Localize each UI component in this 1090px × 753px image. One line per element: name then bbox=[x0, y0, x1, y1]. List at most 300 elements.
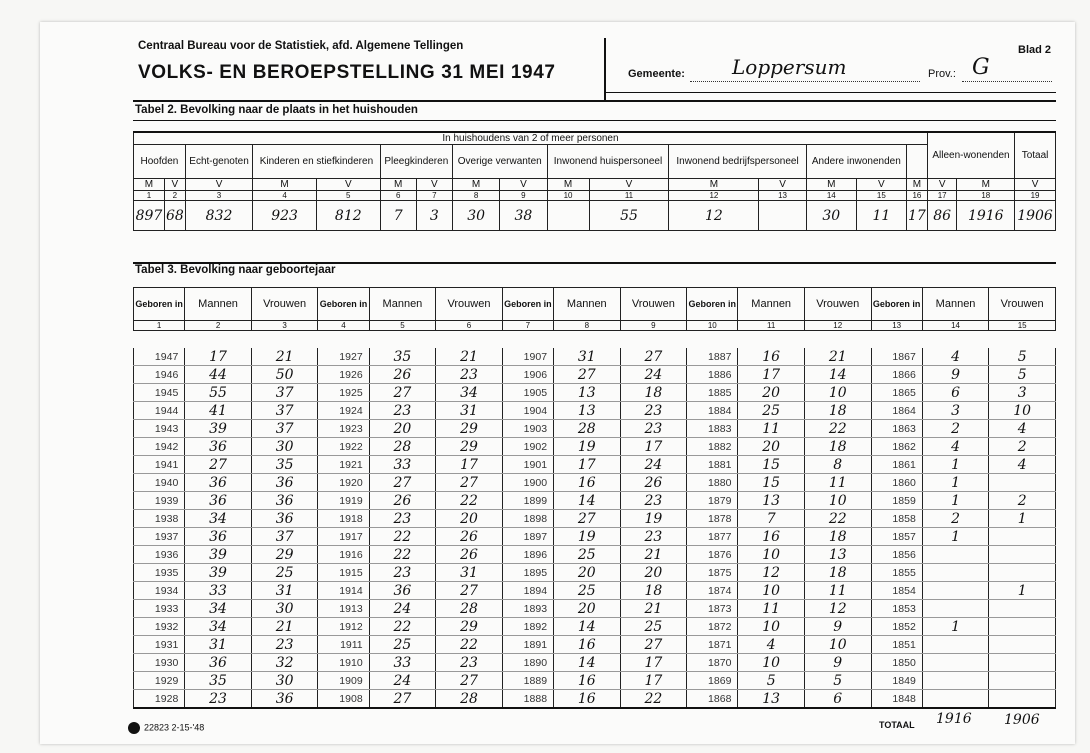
tabel3-mannen-cell: 5 bbox=[738, 672, 805, 690]
tabel3-vrouwen-cell: 24 bbox=[620, 456, 687, 474]
tabel3-vrouwen-cell: 17 bbox=[620, 654, 687, 672]
tabel3-year-cell: 1908 bbox=[318, 690, 369, 709]
tabel3-mannen-cell: 33 bbox=[369, 456, 436, 474]
gemeente-line bbox=[690, 81, 920, 82]
tabel2-sub-cell: M bbox=[906, 179, 927, 191]
tabel3-year-cell: 1891 bbox=[502, 636, 553, 654]
tabel3-mannen-cell: 39 bbox=[185, 420, 252, 438]
tabel3-vrouwen-cell: 31 bbox=[251, 582, 318, 600]
tabel2-col-7: Andere inwonenden bbox=[806, 145, 906, 179]
tabel3-vrouwen-cell: 18 bbox=[804, 528, 871, 546]
tabel2-nums-cell: 6 bbox=[380, 191, 416, 201]
tabel3-vrouwen-cell: 30 bbox=[251, 438, 318, 456]
tabel3-year-cell: 1946 bbox=[134, 366, 185, 384]
page-number: Blad 2 bbox=[1018, 44, 1052, 56]
tabel3-mannen-cell: 25 bbox=[369, 636, 436, 654]
tabel2-values-cell bbox=[759, 201, 806, 231]
province-label: Prov.: bbox=[928, 68, 956, 80]
tabel3-year-cell: 1851 bbox=[871, 636, 922, 654]
tabel3-vrouwen-cell: 5 bbox=[804, 672, 871, 690]
tabel3-mannen-cell: 9 bbox=[922, 366, 989, 384]
tabel3-vrouwen-cell: 11 bbox=[804, 582, 871, 600]
tabel3-mannen-cell: 3 bbox=[922, 402, 989, 420]
tabel3-year-cell: 1854 bbox=[871, 582, 922, 600]
tabel3-year-cell: 1853 bbox=[871, 600, 922, 618]
tabel3-vrouwen-cell: 20 bbox=[436, 510, 503, 528]
tabel3-year-cell: 1916 bbox=[318, 546, 369, 564]
tabel3-vrouwen-cell: 10 bbox=[804, 384, 871, 402]
tabel3-num-cell: 4 bbox=[318, 321, 369, 331]
tabel3-year-cell: 1927 bbox=[318, 348, 369, 366]
tabel3-mannen-cell: 25 bbox=[554, 582, 621, 600]
tabel3-vrouwen-cell: 31 bbox=[436, 564, 503, 582]
tabel2-sub-cell: V bbox=[927, 179, 957, 191]
tabel3-year-cell: 1881 bbox=[687, 456, 738, 474]
tabel3-year-cell: 1919 bbox=[318, 492, 369, 510]
tabel3-vrouwen-cell: 22 bbox=[804, 510, 871, 528]
table-row bbox=[134, 420, 1056, 438]
tabel3-mannen-cell: 26 bbox=[369, 366, 436, 384]
tabel3-vrouwen-cell: 26 bbox=[620, 474, 687, 492]
tabel3-header-m: Mannen bbox=[922, 288, 989, 321]
tabel2-col-totaal: Totaal bbox=[1015, 132, 1056, 179]
table-row bbox=[134, 510, 1056, 528]
header-rule bbox=[606, 92, 1056, 93]
tabel3-mannen-cell: 16 bbox=[738, 348, 805, 366]
tabel3-vrouwen-cell: 2 bbox=[989, 492, 1056, 510]
tabel3-mannen-cell: 20 bbox=[554, 564, 621, 582]
tabel3-mannen-cell: 26 bbox=[369, 492, 436, 510]
tabel3-mannen-cell: 28 bbox=[554, 420, 621, 438]
tabel3-header-v: Vrouwen bbox=[620, 288, 687, 321]
tabel3-mannen-cell bbox=[922, 690, 989, 709]
tabel3-vrouwen-cell: 9 bbox=[804, 654, 871, 672]
tabel3-vrouwen-cell: 8 bbox=[804, 456, 871, 474]
tabel3-mannen-cell: 36 bbox=[185, 438, 252, 456]
tabel3-year-cell: 1850 bbox=[871, 654, 922, 672]
tabel2-nums-cell: 1 bbox=[134, 191, 165, 201]
tabel3-year-cell: 1940 bbox=[134, 474, 185, 492]
tabel3-year-cell: 1874 bbox=[687, 582, 738, 600]
tabel2-values-cell: 30 bbox=[452, 201, 499, 231]
tabel3-year-cell: 1852 bbox=[871, 618, 922, 636]
gemeente-label: Gemeente: bbox=[628, 68, 685, 80]
tabel3-year-cell: 1915 bbox=[318, 564, 369, 582]
tabel3-vrouwen-cell bbox=[989, 546, 1056, 564]
tabel2-nums-cell: 19 bbox=[1015, 191, 1056, 201]
tabel2-sub-cell: M bbox=[380, 179, 416, 191]
tabel3-vrouwen-cell: 11 bbox=[804, 474, 871, 492]
tabel3-mannen-cell: 24 bbox=[369, 600, 436, 618]
table-row bbox=[134, 636, 1056, 654]
tabel3-year-cell: 1925 bbox=[318, 384, 369, 402]
tabel3-vrouwen-cell: 37 bbox=[251, 402, 318, 420]
table-row bbox=[134, 582, 1056, 600]
tabel2-table bbox=[133, 131, 1056, 231]
tabel3-vrouwen-cell: 9 bbox=[804, 618, 871, 636]
tabel3-mannen-cell: 4 bbox=[738, 636, 805, 654]
top-rule bbox=[133, 100, 1056, 102]
tabel3-mannen-cell: 22 bbox=[369, 546, 436, 564]
tabel2-nums-cell: 12 bbox=[669, 191, 759, 201]
tabel3-vrouwen-cell: 25 bbox=[251, 564, 318, 582]
tabel3-mannen-cell: 13 bbox=[554, 402, 621, 420]
tabel2-values-cell: 7 bbox=[380, 201, 416, 231]
tabel3-year-cell: 1941 bbox=[134, 456, 185, 474]
tabel2-nums-cell: 7 bbox=[416, 191, 452, 201]
tabel3-mannen-cell: 16 bbox=[554, 636, 621, 654]
tabel3-year-cell: 1902 bbox=[502, 438, 553, 456]
totaal-label: TOTAAL bbox=[879, 720, 915, 730]
tabel3-year-cell: 1909 bbox=[318, 672, 369, 690]
tabel3-year-cell: 1936 bbox=[134, 546, 185, 564]
table-row bbox=[134, 690, 1056, 709]
tabel3-mannen-cell: 34 bbox=[185, 618, 252, 636]
tabel3-year-cell: 1856 bbox=[871, 546, 922, 564]
tabel3-year-cell: 1894 bbox=[502, 582, 553, 600]
tabel2-values-cell: 11 bbox=[856, 201, 906, 231]
tabel3-year-cell: 1883 bbox=[687, 420, 738, 438]
tabel3-year-cell: 1920 bbox=[318, 474, 369, 492]
tabel3-mannen-cell: 1 bbox=[922, 492, 989, 510]
tabel3-mannen-cell: 4 bbox=[922, 348, 989, 366]
tabel3-mannen-cell: 24 bbox=[369, 672, 436, 690]
tabel3-year-cell: 1863 bbox=[871, 420, 922, 438]
tabel2-values-cell: 1916 bbox=[957, 201, 1015, 231]
tabel3-vrouwen-cell: 27 bbox=[436, 474, 503, 492]
tabel3-year-cell: 1923 bbox=[318, 420, 369, 438]
tabel3-year-cell: 1872 bbox=[687, 618, 738, 636]
tabel2-col-1: Echt-genoten bbox=[185, 145, 252, 179]
tabel3-vrouwen-cell: 37 bbox=[251, 420, 318, 438]
tabel3-vrouwen-cell: 4 bbox=[989, 420, 1056, 438]
tabel3-vrouwen-cell: 21 bbox=[620, 546, 687, 564]
tabel2-col-4: Overige verwanten bbox=[452, 145, 547, 179]
tabel3-mannen-cell: 22 bbox=[369, 618, 436, 636]
tabel3-year-cell: 1926 bbox=[318, 366, 369, 384]
tabel2-values-cell bbox=[547, 201, 589, 231]
tabel2-title: Tabel 2. Bevolking naar de plaats in het huishouden bbox=[135, 104, 418, 116]
tabel3-year-cell: 1910 bbox=[318, 654, 369, 672]
tabel3-vrouwen-cell: 17 bbox=[620, 672, 687, 690]
tabel2-sub-cell: V bbox=[164, 179, 185, 191]
tabel3-header-v: Vrouwen bbox=[804, 288, 871, 321]
tabel3-year-cell: 1907 bbox=[502, 348, 553, 366]
tabel3-num-cell: 7 bbox=[502, 321, 553, 331]
tabel3-vrouwen-cell: 22 bbox=[436, 492, 503, 510]
table-row bbox=[134, 348, 1056, 366]
tabel3-year-cell: 1875 bbox=[687, 564, 738, 582]
tabel3-vrouwen-cell: 6 bbox=[804, 690, 871, 709]
tabel2-sub-cell: V bbox=[589, 179, 669, 191]
tabel3-vrouwen-cell: 23 bbox=[251, 636, 318, 654]
tabel3-vrouwen-cell: 22 bbox=[436, 636, 503, 654]
tabel3-year-cell: 1868 bbox=[687, 690, 738, 709]
tabel3-year-cell: 1890 bbox=[502, 654, 553, 672]
tabel2-sub-cell: M bbox=[253, 179, 317, 191]
tabel3-year-cell: 1939 bbox=[134, 492, 185, 510]
tabel3-year-cell: 1889 bbox=[502, 672, 553, 690]
tabel2-sub-cell: V bbox=[1015, 179, 1056, 191]
tabel3-mannen-cell: 10 bbox=[738, 618, 805, 636]
tabel3-vrouwen-cell: 24 bbox=[620, 366, 687, 384]
tabel3-num-cell: 13 bbox=[871, 321, 922, 331]
tabel2-values-cell: 812 bbox=[316, 201, 380, 231]
tabel3-mannen-cell: 11 bbox=[738, 420, 805, 438]
tabel3-vrouwen-cell: 5 bbox=[989, 348, 1056, 366]
tabel3-num-cell: 5 bbox=[369, 321, 436, 331]
tabel3-mannen-cell: 27 bbox=[554, 510, 621, 528]
tabel2-col-alleen: Alleen-wonenden bbox=[927, 132, 1014, 179]
tabel3-mannen-cell bbox=[922, 600, 989, 618]
table-row bbox=[134, 438, 1056, 456]
tabel3-mannen-cell: 34 bbox=[185, 600, 252, 618]
tabel3-mannen-cell: 25 bbox=[554, 546, 621, 564]
tabel3-mannen-cell: 31 bbox=[185, 636, 252, 654]
tabel3-mannen-cell: 14 bbox=[554, 618, 621, 636]
tabel3-year-cell: 1862 bbox=[871, 438, 922, 456]
tabel3-vrouwen-cell: 28 bbox=[436, 690, 503, 709]
tabel3-mannen-cell: 25 bbox=[738, 402, 805, 420]
tabel2-nums-cell: 8 bbox=[452, 191, 499, 201]
tabel3-vrouwen-cell: 30 bbox=[251, 672, 318, 690]
tabel2-col-2: Kinderen en stiefkinderen bbox=[253, 145, 380, 179]
tabel2-sub-cell: V bbox=[185, 179, 252, 191]
tabel3-mannen-cell: 11 bbox=[738, 600, 805, 618]
tabel3-year-cell: 1873 bbox=[687, 600, 738, 618]
tabel3-year-cell: 1901 bbox=[502, 456, 553, 474]
tabel3-mannen-cell: 2 bbox=[922, 420, 989, 438]
tabel3-vrouwen-cell: 23 bbox=[620, 528, 687, 546]
tabel3-vrouwen-cell: 12 bbox=[804, 600, 871, 618]
tabel3-vrouwen-cell: 21 bbox=[804, 348, 871, 366]
tabel3-year-cell: 1933 bbox=[134, 600, 185, 618]
tabel3-year-cell: 1859 bbox=[871, 492, 922, 510]
tabel3-year-cell: 1887 bbox=[687, 348, 738, 366]
tabel3-year-cell: 1924 bbox=[318, 402, 369, 420]
tabel3-vrouwen-cell: 17 bbox=[620, 438, 687, 456]
tabel3-vrouwen-cell: 23 bbox=[620, 402, 687, 420]
tabel3-vrouwen-cell: 36 bbox=[251, 492, 318, 510]
tabel2-nums-cell: 5 bbox=[316, 191, 380, 201]
tabel2-values-cell: 12 bbox=[669, 201, 759, 231]
tabel3-year-cell: 1931 bbox=[134, 636, 185, 654]
tabel3-year-cell: 1945 bbox=[134, 384, 185, 402]
tabel3-year-cell: 1864 bbox=[871, 402, 922, 420]
tabel3-mannen-cell: 16 bbox=[738, 528, 805, 546]
tabel3-mannen-cell: 1 bbox=[922, 618, 989, 636]
gemeente-value: Loppersum bbox=[732, 55, 847, 79]
tabel3-header-geb: Geboren in bbox=[134, 288, 185, 321]
tabel3-mannen-cell: 55 bbox=[185, 384, 252, 402]
tabel3-mannen-cell: 28 bbox=[369, 438, 436, 456]
tabel3-mannen-cell: 20 bbox=[554, 600, 621, 618]
publisher-logo-icon bbox=[128, 722, 140, 734]
table-row bbox=[134, 366, 1056, 384]
tabel2-sub-cell: M bbox=[669, 179, 759, 191]
form-code-text: 22823 2-15-'48 bbox=[144, 722, 205, 733]
tabel3-mannen-cell: 36 bbox=[185, 528, 252, 546]
tabel3-vrouwen-cell: 17 bbox=[436, 456, 503, 474]
tabel2-values-cell: 68 bbox=[164, 201, 185, 231]
tabel3-vrouwen-cell bbox=[989, 618, 1056, 636]
tabel2-nums-cell: 2 bbox=[164, 191, 185, 201]
tabel3-num-cell: 6 bbox=[436, 321, 503, 331]
tabel2-values-cell: 86 bbox=[927, 201, 957, 231]
tabel3-vrouwen-cell: 20 bbox=[620, 564, 687, 582]
tabel3-year-cell: 1876 bbox=[687, 546, 738, 564]
tabel3-mannen-cell: 1 bbox=[922, 456, 989, 474]
tabel3-vrouwen-cell: 36 bbox=[251, 690, 318, 709]
tabel3-vrouwen-cell bbox=[989, 636, 1056, 654]
tabel2-sub-cell: M bbox=[452, 179, 499, 191]
tabel3-mannen-cell: 17 bbox=[185, 348, 252, 366]
tabel3-header-geb: Geboren in bbox=[687, 288, 738, 321]
tabel3-year-cell: 1860 bbox=[871, 474, 922, 492]
tabel3-num-cell: 12 bbox=[804, 321, 871, 331]
tabel3-mannen-cell: 36 bbox=[369, 582, 436, 600]
tabel2-col-3: Pleegkinderen bbox=[380, 145, 452, 179]
tabel3-vrouwen-cell: 26 bbox=[436, 546, 503, 564]
tabel3-mannen-cell: 34 bbox=[185, 510, 252, 528]
tabel3-year-cell: 1848 bbox=[871, 690, 922, 709]
tabel3-vrouwen-cell: 36 bbox=[251, 474, 318, 492]
tabel3-mannen-cell: 31 bbox=[554, 348, 621, 366]
tabel3-header-geb: Geboren in bbox=[871, 288, 922, 321]
tabel3-year-cell: 1918 bbox=[318, 510, 369, 528]
tabel3-mannen-cell: 1 bbox=[922, 474, 989, 492]
tabel3-num-cell: 8 bbox=[554, 321, 621, 331]
tabel3-year-cell: 1947 bbox=[134, 348, 185, 366]
tabel2-sub-cell: M bbox=[957, 179, 1015, 191]
tabel3-num-cell: 1 bbox=[134, 321, 185, 331]
tabel3-year-cell: 1914 bbox=[318, 582, 369, 600]
table-row bbox=[134, 600, 1056, 618]
tabel3-vrouwen-cell: 29 bbox=[436, 438, 503, 456]
tabel3-table bbox=[133, 287, 1056, 711]
tabel3-year-cell: 1913 bbox=[318, 600, 369, 618]
tabel3-mannen-cell: 20 bbox=[369, 420, 436, 438]
tabel3-mannen-cell bbox=[922, 564, 989, 582]
tabel3-num-cell: 11 bbox=[738, 321, 805, 331]
tabel3-mannen-cell: 35 bbox=[185, 672, 252, 690]
tabel3-vrouwen-cell: 29 bbox=[251, 546, 318, 564]
tabel3-vrouwen-cell: 26 bbox=[436, 528, 503, 546]
tabel3-mannen-cell: 14 bbox=[554, 654, 621, 672]
tabel3-vrouwen-cell: 27 bbox=[620, 348, 687, 366]
tabel3-year-cell: 1942 bbox=[134, 438, 185, 456]
tabel3-header-v: Vrouwen bbox=[436, 288, 503, 321]
tabel3-vrouwen-cell: 14 bbox=[804, 366, 871, 384]
tabel3-mannen-cell: 27 bbox=[554, 366, 621, 384]
tabel3-year-cell: 1884 bbox=[687, 402, 738, 420]
tabel3-mannen-cell: 2 bbox=[922, 510, 989, 528]
tabel3-mannen-cell: 17 bbox=[554, 456, 621, 474]
tabel3-header-m: Mannen bbox=[738, 288, 805, 321]
tabel3-mannen-cell: 14 bbox=[554, 492, 621, 510]
tabel2-values-cell: 832 bbox=[185, 201, 252, 231]
table-row bbox=[134, 474, 1056, 492]
table-row bbox=[134, 546, 1056, 564]
tabel3-vrouwen-cell: 23 bbox=[620, 420, 687, 438]
tabel3-mannen-cell: 17 bbox=[738, 366, 805, 384]
tabel3-year-cell: 1912 bbox=[318, 618, 369, 636]
tabel2-nums-cell: 11 bbox=[589, 191, 669, 201]
tabel3-year-cell: 1886 bbox=[687, 366, 738, 384]
tabel3-mannen-cell: 22 bbox=[369, 528, 436, 546]
tabel3-mannen-cell: 36 bbox=[185, 492, 252, 510]
tabel3-mannen-cell: 13 bbox=[738, 690, 805, 709]
tabel3-num-cell: 2 bbox=[185, 321, 252, 331]
tabel3-vrouwen-cell: 13 bbox=[804, 546, 871, 564]
tabel3-year-cell: 1879 bbox=[687, 492, 738, 510]
tabel3-vrouwen-cell: 18 bbox=[620, 582, 687, 600]
tabel3-mannen-cell: 20 bbox=[738, 438, 805, 456]
tabel3-year-cell: 1935 bbox=[134, 564, 185, 582]
tabel3-mannen-cell: 27 bbox=[369, 474, 436, 492]
tabel3-year-cell: 1896 bbox=[502, 546, 553, 564]
tabel3-year-cell: 1932 bbox=[134, 618, 185, 636]
tabel3-vrouwen-cell: 4 bbox=[989, 456, 1056, 474]
tabel3-year-cell: 1898 bbox=[502, 510, 553, 528]
tabel3-vrouwen-cell bbox=[989, 690, 1056, 709]
tabel3-num-cell: 10 bbox=[687, 321, 738, 331]
tabel3-mannen-cell: 27 bbox=[185, 456, 252, 474]
tabel3-mannen-cell: 23 bbox=[369, 564, 436, 582]
tabel3-vrouwen-cell: 27 bbox=[436, 672, 503, 690]
tabel3-year-cell: 1892 bbox=[502, 618, 553, 636]
tabel3-mannen-cell: 35 bbox=[369, 348, 436, 366]
tabel3-mannen-cell: 7 bbox=[738, 510, 805, 528]
tabel3-mannen-cell: 15 bbox=[738, 474, 805, 492]
tabel3-mannen-cell: 13 bbox=[554, 384, 621, 402]
tabel3-num-cell: 9 bbox=[620, 321, 687, 331]
province-line bbox=[962, 81, 1052, 82]
tabel3-vrouwen-cell bbox=[989, 528, 1056, 546]
tabel2-sub-cell: V bbox=[500, 179, 547, 191]
tabel2-nums-cell: 17 bbox=[927, 191, 957, 201]
tabel2-values-cell: 30 bbox=[806, 201, 856, 231]
tabel3-num-cell: 15 bbox=[989, 321, 1056, 331]
tabel3-year-cell: 1943 bbox=[134, 420, 185, 438]
tabel3-vrouwen-cell: 18 bbox=[620, 384, 687, 402]
tabel3-vrouwen-cell bbox=[989, 474, 1056, 492]
tabel3-header-m: Mannen bbox=[554, 288, 621, 321]
tabel3-year-cell: 1897 bbox=[502, 528, 553, 546]
tabel3-vrouwen-cell: 2 bbox=[989, 438, 1056, 456]
tabel3-year-cell: 1882 bbox=[687, 438, 738, 456]
tabel3-year-cell: 1865 bbox=[871, 384, 922, 402]
tabel3-mannen-cell bbox=[922, 582, 989, 600]
tabel3-year-cell: 1877 bbox=[687, 528, 738, 546]
tabel3-mannen-cell: 12 bbox=[738, 564, 805, 582]
tabel3-vrouwen-cell: 3 bbox=[989, 384, 1056, 402]
tabel3-vrouwen-cell: 10 bbox=[804, 492, 871, 510]
tabel3-year-cell: 1861 bbox=[871, 456, 922, 474]
tabel2-col-6: Inwonend bedrijfspersoneel bbox=[669, 145, 806, 179]
tabel3-vrouwen-cell: 29 bbox=[436, 420, 503, 438]
tabel3-mannen-cell: 19 bbox=[554, 438, 621, 456]
tabel3-mannen-cell: 33 bbox=[369, 654, 436, 672]
tabel3-mannen-cell: 4 bbox=[922, 438, 989, 456]
tabel3-year-cell: 1928 bbox=[134, 690, 185, 709]
totaal-mannen: 1916 bbox=[936, 711, 972, 727]
tabel3-year-cell: 1857 bbox=[871, 528, 922, 546]
tabel2-sub-cell: V bbox=[416, 179, 452, 191]
tabel3-vrouwen-cell: 34 bbox=[436, 384, 503, 402]
form-code bbox=[128, 722, 204, 734]
tabel3-year-cell: 1905 bbox=[502, 384, 553, 402]
